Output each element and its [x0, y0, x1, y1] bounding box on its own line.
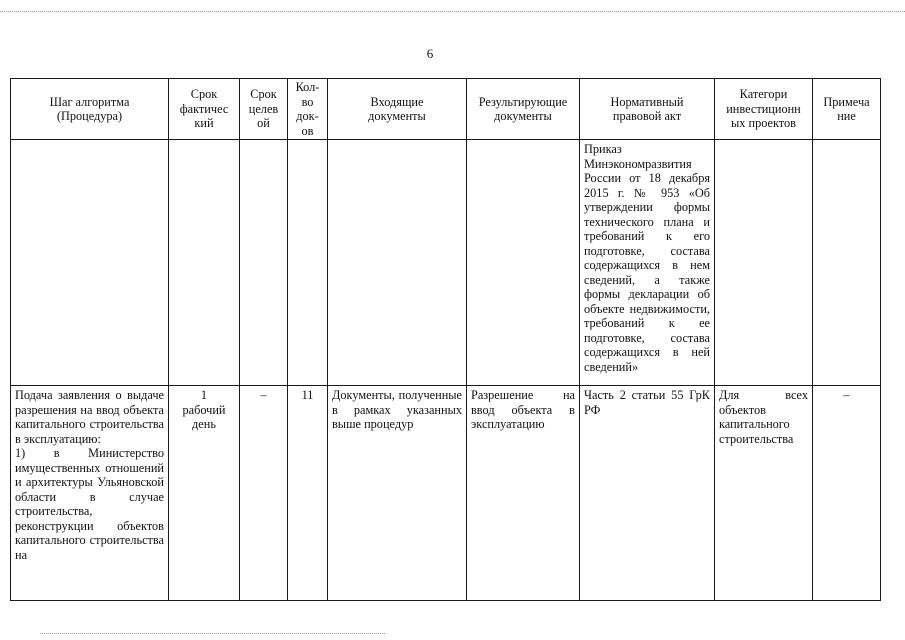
cell-note: –	[813, 386, 881, 601]
cell-resulting-docs	[467, 140, 580, 386]
cell-step	[11, 140, 169, 386]
cell-resulting-docs: Разрешение на ввод объекта в эксплуатацию	[467, 386, 580, 601]
cell-incoming-docs	[328, 140, 467, 386]
header-legal-act: Нормативный правовой акт	[580, 79, 715, 140]
header-target-term: Срок целев ой	[240, 79, 288, 140]
scan-artifact-bottom	[40, 633, 385, 634]
cell-actual-term: 1 рабочий день	[169, 386, 240, 601]
cell-target-term	[240, 140, 288, 386]
cell-target-term: –	[240, 386, 288, 601]
table-row	[11, 140, 881, 386]
header-doc-count: Кол- во док- ов	[288, 79, 328, 140]
header-row	[11, 79, 881, 140]
table-row	[11, 386, 881, 601]
cell-legal-act: Часть 2 статьи 55 ГрК РФ	[580, 386, 715, 601]
cell-incoming-docs: Документы, полученные в рамках указанных выше процедур	[328, 386, 467, 601]
page-number: 6	[426, 46, 434, 61]
header-resulting-docs: Результирующие документы	[467, 79, 580, 140]
cell-note	[813, 140, 881, 386]
header-categories: Категори инвестиционн ых проектов	[715, 79, 813, 140]
scan-artifact-top	[0, 11, 905, 12]
header-actual-term: Срок фактичес кий	[169, 79, 240, 140]
cell-actual-term	[169, 140, 240, 386]
header-step: Шаг алгоритма (Процедура)	[11, 79, 169, 140]
algorithm-table	[10, 78, 881, 601]
cell-legal-act: Приказ Минэкономразвития России от 18 декабря 2015 г. № 953 «Об утверждении формы технического плана и требований к его подготовке, состава содержащихся в нем сведений, а также формы декларации об объекте недвижимости, требований к ее подготовке, состава содержащихся в ней сведений»	[580, 140, 715, 386]
header-incoming-docs: Входящие документы	[328, 79, 467, 140]
cell-categories	[715, 140, 813, 386]
header-note: Примеча ние	[813, 79, 881, 140]
cell-step: Подача заявления о выдаче разрешения на ввод объекта капитального строительства в эксплуатацию: 1) в Министерство имущественных отношений и архитектуры Ульяновской области в случае строительства, реконструкции объектов капитального строительства на	[11, 386, 169, 601]
cell-doc-count	[288, 140, 328, 386]
cell-doc-count: 11	[288, 386, 328, 601]
cell-categories: Для всех объектов капитального строительства	[715, 386, 813, 601]
